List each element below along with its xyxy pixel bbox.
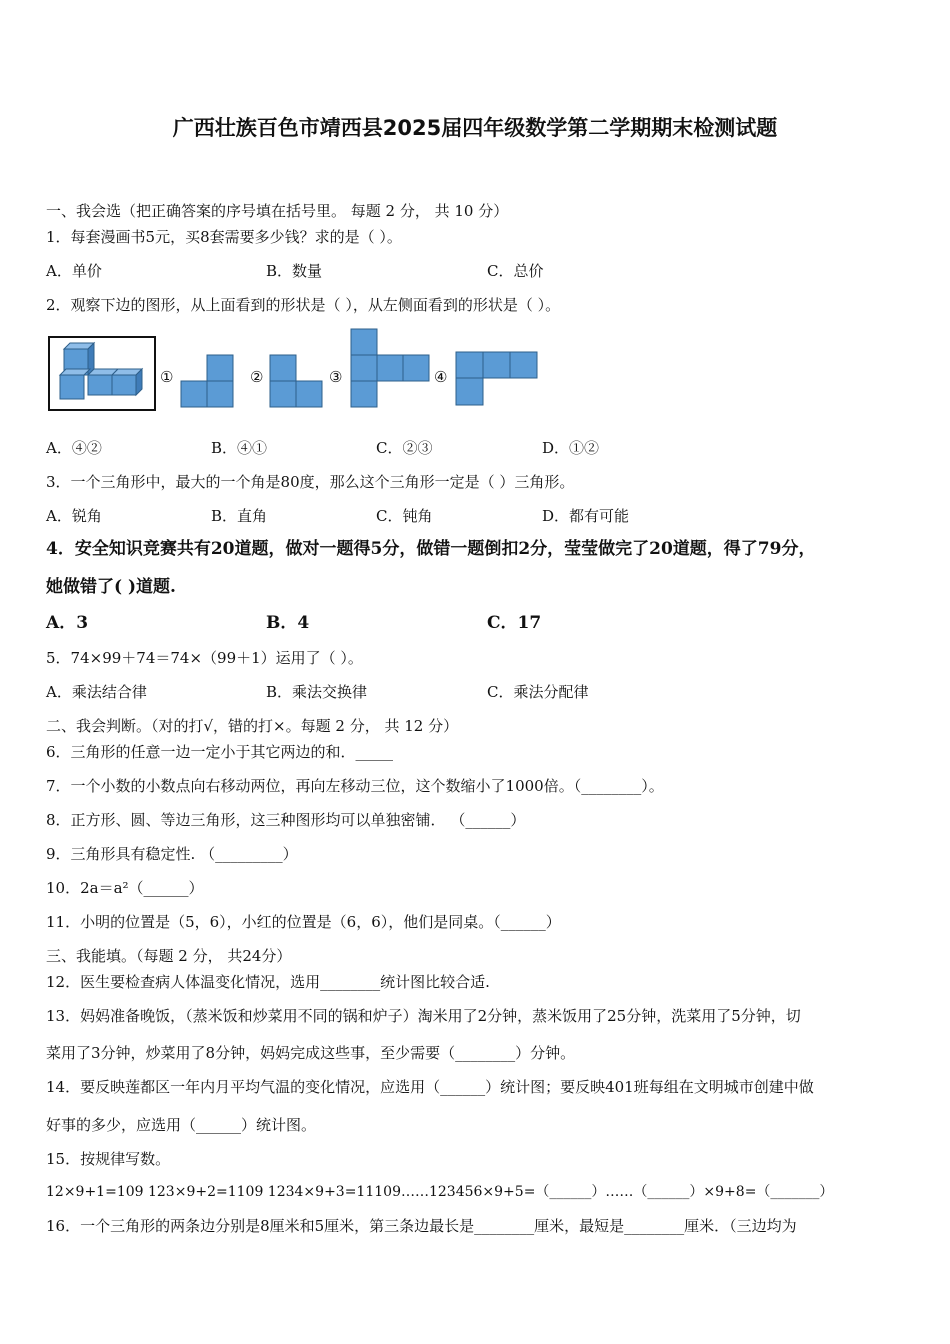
section-1-heading: 一、我会选（把正确答案的序号填在括号里。 每题 2 分， 共 10 分） xyxy=(46,202,509,220)
question-15-line-1: 15．按规律写数。 xyxy=(46,1150,171,1168)
q4-option-a: A．3 xyxy=(46,613,89,633)
question-15-line-2: 12×9+1=109 123×9+2=1109 1234×9+3=11109……123456×9+5=（______）……（______）×9+8=（_______） xyxy=(46,1184,834,1200)
q2-option-a: A．④② xyxy=(46,439,102,457)
question-13-line-2: 菜用了3分钟，炒菜用了8分钟，妈妈完成这些事，至少需要（________）分钟。 xyxy=(46,1044,576,1062)
question-2: 2．观察下边的图形，从上面看到的形状是（ ），从左侧面看到的形状是（ ）。 xyxy=(46,296,561,314)
q5-option-b: B．乘法交换律 xyxy=(266,683,368,701)
page-title: 广西壮族百色市靖西县2025届四年级数学第二学期期末检测试题 xyxy=(172,116,778,140)
question-7: 7．一个小数的小数点向右移动两位，再向左移动三位，这个数缩小了1000倍。（________）。 xyxy=(46,777,664,795)
question-9: 9．三角形具有稳定性. （_________） xyxy=(46,845,298,863)
q2-option-d: D．①② xyxy=(542,439,600,457)
question-4-line-1: 4．安全知识竞赛共有20道题，做对一题得5分，做错一题倒扣2分，莹莹做完了20道题，得了79分， xyxy=(46,539,816,559)
question-11: 11．小明的位置是（5，6），小红的位置是（6，6），他们是同桌。（______） xyxy=(46,913,561,931)
q3-option-c: C．钝角 xyxy=(376,507,433,525)
figure-label-2: ② xyxy=(250,368,264,386)
question-13-line-1: 13．妈妈准备晚饭，（蒸米饭和炒菜用不同的锅和炉子）淘米用了2分钟，蒸米饭用了25分钟，洗菜用了5分钟，切 xyxy=(46,1007,801,1025)
question-3: 3．一个三角形中，最大的一个角是80度，那么这个三角形一定是（ ）三角形。 xyxy=(46,473,575,491)
question-14-line-1: 14．要反映莲都区一年内月平均气温的变化情况，应选用（______）统计图；要反映401班每组在文明城市创建中做 xyxy=(46,1078,814,1096)
question-4-line-2: 她做错了( )道题. xyxy=(46,577,176,597)
q3-option-d: D．都有可能 xyxy=(542,507,630,525)
q1-option-a: A．单价 xyxy=(46,262,102,280)
section-2-heading: 二、我会判断。（对的打√，错的打×。每题 2 分， 共 12 分） xyxy=(46,717,459,735)
q3-option-b: B．直角 xyxy=(211,507,268,525)
q2-option-c: C．②③ xyxy=(376,439,433,457)
q3-option-a: A．锐角 xyxy=(46,507,102,525)
q4-option-b: B．4 xyxy=(266,613,310,633)
q1-option-b: B．数量 xyxy=(266,262,323,280)
question-6: 6．三角形的任意一边一定小于其它两边的和．_____ xyxy=(46,743,394,761)
question-5: 5．74×99＋74＝74×（99＋1）运用了（ ）。 xyxy=(46,649,363,667)
cube-figure xyxy=(0,0,950,420)
section-3-heading: 三、我能填。（每题 2 分， 共24分） xyxy=(46,947,292,965)
q5-option-a: A．乘法结合律 xyxy=(46,683,147,701)
question-14-line-2: 好事的多少，应选用（______）统计图。 xyxy=(46,1116,317,1134)
figure-label-1: ① xyxy=(160,368,174,386)
q2-option-b: B．④① xyxy=(211,439,268,457)
question-8: 8．正方形、圆、等边三角形，这三种图形均可以单独密铺． （______） xyxy=(46,811,526,829)
q5-option-c: C．乘法分配律 xyxy=(487,683,589,701)
figure-label-3: ③ xyxy=(329,368,343,386)
figure-label-4: ④ xyxy=(434,368,448,386)
q1-option-c: C．总价 xyxy=(487,262,544,280)
question-1: 1．每套漫画书5元，买8套需要多少钱？求的是（ ）。 xyxy=(46,228,402,246)
q4-option-c: C．17 xyxy=(487,613,542,633)
question-10: 10．2a＝a²（______） xyxy=(46,879,204,897)
question-16: 16．一个三角形的两条边分别是8厘米和5厘米，第三条边最长是________厘米，最短是________厘米．（三边均为 xyxy=(46,1217,797,1235)
question-12: 12．医生要检查病人体温变化情况，选用________统计图比较合适. xyxy=(46,973,490,991)
